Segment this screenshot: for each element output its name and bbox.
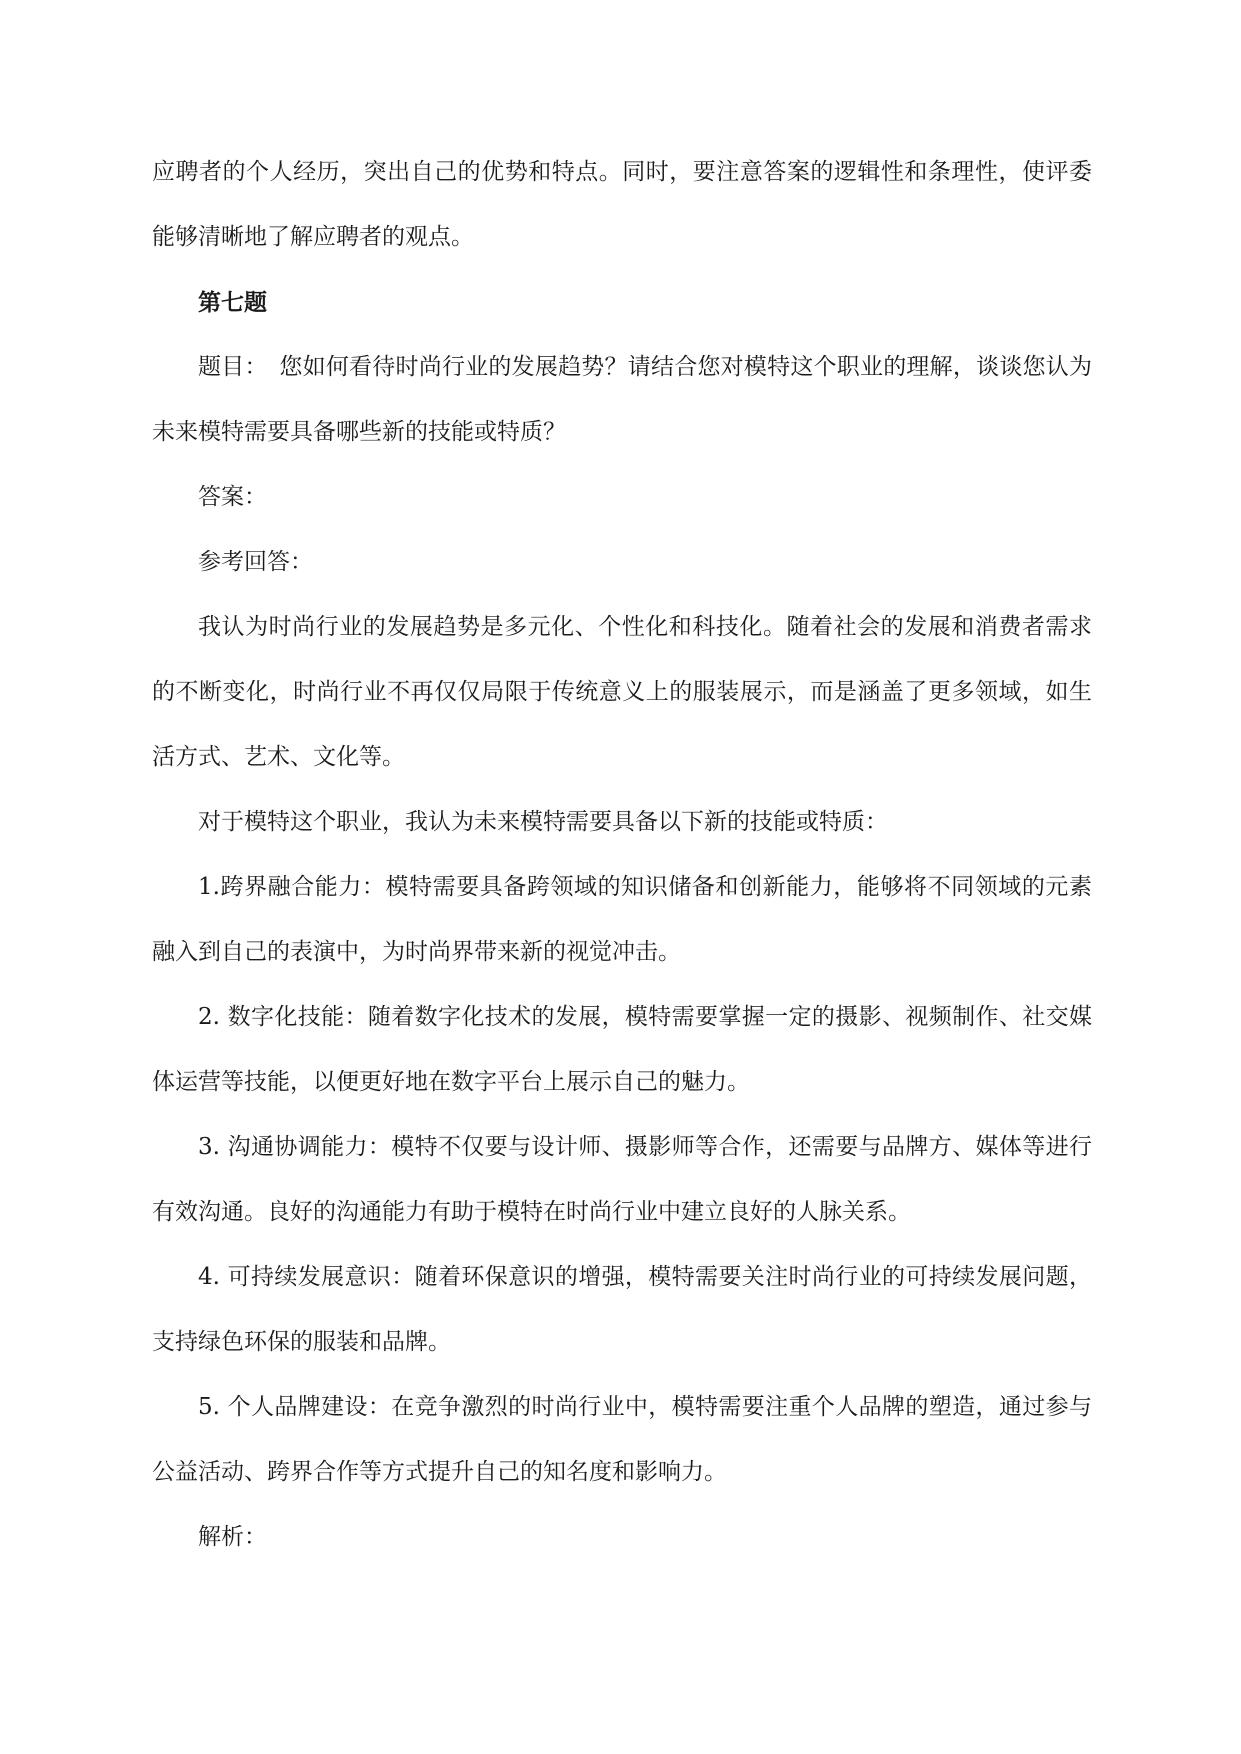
- continuation-paragraph: 应聘者的个人经历，突出自己的优势和特点。同时，要注意答案的逻辑性和条理性，使评委能够清晰地了解应聘者的观点。: [152, 159, 1092, 250]
- list-item: 3. 沟通协调能力：模特不仅要与设计师、摄影师等合作，还需要与品牌方、媒体等进行有效沟通。良好的沟通能力有助于模特在时尚行业中建立良好的人脉关系。: [152, 1134, 1092, 1225]
- list-item: 4. 可持续发展意识：随着环保意识的增强，模特需要关注时尚行业的可持续发展问题，支持绿色环保的服装和品牌。: [152, 1264, 1092, 1355]
- document-body: [152, 140, 1092, 1570]
- skills-intro-paragraph: 对于模特这个职业，我认为未来模特需要具备以下新的技能或特质：: [198, 809, 888, 835]
- trend-paragraph: 我认为时尚行业的发展趋势是多元化、个性化和科技化。随着社会的发展和消费者需求的不断变化，时尚行业不再仅仅局限于传统意义上的服装展示，而是涵盖了更多领域，如生活方式、艺术、文化等。: [152, 614, 1092, 770]
- list-item: 5. 个人品牌建设：在竞争激烈的时尚行业中，模特需要注重个人品牌的塑造，通过参与公益活动、跨界合作等方式提升自己的知名度和影响力。: [152, 1394, 1092, 1485]
- reference-answer-label: 参考回答：: [198, 549, 313, 575]
- analysis-label: 解析：: [198, 1524, 267, 1550]
- question-text: 题目： 您如何看待时尚行业的发展趋势？请结合您对模特这个职业的理解，谈谈您认为未来模特需要具备哪些新的技能或特质？: [152, 354, 1092, 445]
- question-heading: 第七题: [198, 289, 267, 316]
- list-item: 2. 数字化技能：随着数字化技术的发展，模特需要掌握一定的摄影、视频制作、社交媒体运营等技能，以便更好地在数字平台上展示自己的魅力。: [152, 1004, 1092, 1095]
- list-item: 1.跨界融合能力：模特需要具备跨领域的知识储备和创新能力，能够将不同领域的元素融入到自己的表演中，为时尚界带来新的视觉冲击。: [152, 874, 1092, 965]
- answer-label: 答案：: [198, 484, 267, 510]
